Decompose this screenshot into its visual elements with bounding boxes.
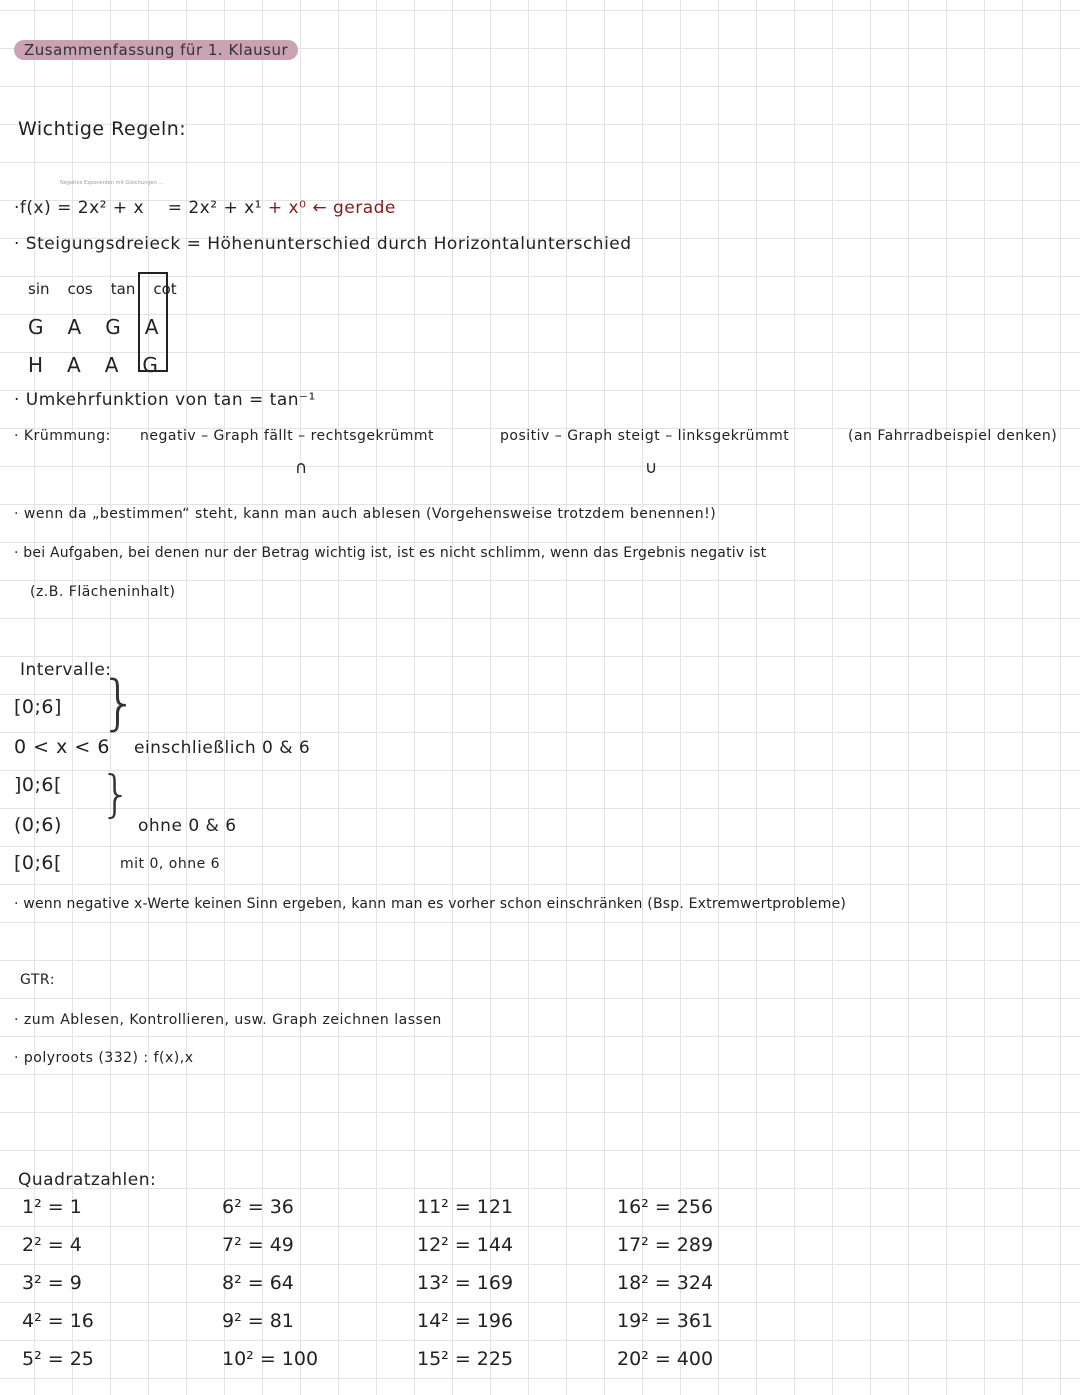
kruemmung-positive: positiv – Graph steigt – linksgekrümmt [500,428,790,444]
trig-header: cot [153,280,177,298]
square-entry: 7² = 49 [222,1234,294,1256]
page-title: Zusammenfassung für 1. Klausur [14,40,298,60]
square-entry: 10² = 100 [222,1348,319,1370]
square-entry: 6² = 36 [222,1196,294,1218]
function-middle: = 2x² + x¹ [167,198,262,218]
interval-item: (0;6) [14,814,62,836]
brace-icon: } [100,668,139,738]
umkehrfunktion: · Umkehrfunktion von tan = tan⁻¹ [14,390,316,410]
interval-inclusive: einschließlich 0 & 6 [134,738,311,758]
trig-cell: A [67,353,81,377]
trig-cell: A [104,353,119,377]
steigungsdreieck: · Steigungsdreieck = Höhenunterschied durch Horizontalunterschied [14,234,632,254]
gtr-heading: GTR: [20,972,55,988]
square-entry: 12² = 144 [417,1234,514,1256]
cap-symbol: ∩ [295,458,308,478]
function-left: ·f(x) = 2x² + x [14,198,145,218]
trig-cell: G [105,315,121,339]
trig-header: tan [110,280,136,298]
trig-header: sin [28,280,50,298]
square-entry: 17² = 289 [617,1234,714,1256]
cot-bracket [138,272,168,372]
betrag-note: · bei Aufgaben, bei denen nur der Betrag wichtig ist, ist es nicht schlimm, wenn das Ergebnis negativ ist [14,545,767,561]
trig-cell: A [67,315,82,339]
square-entry: 14² = 196 [417,1310,514,1332]
betrag-example: (z.B. Flächeninhalt) [30,584,176,600]
square-entry: 11² = 121 [417,1196,514,1218]
square-entry: 4² = 16 [22,1310,94,1332]
intervalle-heading: Intervalle: [20,660,112,680]
trig-cell: A [144,315,159,339]
negative-x-note: · wenn negative x-Werte keinen Sinn ergeben, kann man es vorher schon einschränken (Bsp. Extremwertprobleme) [14,896,847,912]
quadrat-heading: Quadratzahlen: [18,1170,157,1190]
interval-item: 0 < x < 6 [14,736,110,758]
bestimmen-note: · wenn da „bestimmen“ steht, kann man auch ablesen (Vorgehensweise trotzdem benennen!) [14,506,717,522]
interval-exclusive: ohne 0 & 6 [138,816,237,836]
cup-symbol: ∪ [645,458,658,478]
gtr-line-1: · zum Ablesen, Kontrollieren, usw. Graph zeichnen lassen [14,1012,442,1028]
square-entry: 8² = 64 [222,1272,294,1294]
square-entry: 15² = 225 [417,1348,514,1370]
trig-cell: G [28,315,44,339]
square-entry: 19² = 361 [617,1310,714,1332]
square-entry: 18² = 324 [617,1272,714,1294]
gtr-line-2: · polyroots (332) : f(x),x [14,1050,194,1066]
interval-item: ]0;6[ [14,774,62,796]
kruemmung-note: (an Fahrradbeispiel denken) [848,428,1058,444]
square-entry: 1² = 1 [22,1196,82,1218]
square-entry: 13² = 169 [417,1272,514,1294]
square-entry: 3² = 9 [22,1272,82,1294]
brace-icon: } [100,765,132,823]
square-entry: 16² = 256 [617,1196,714,1218]
function-red-note: + x⁰ ← gerade [267,198,396,218]
interval-half-open: mit 0, ohne 6 [120,856,221,872]
quadrat-table [22,1196,817,1376]
function-line [14,198,396,218]
trig-header: cos [67,280,93,298]
trig-cell: G [142,353,158,377]
interval-item: [0;6[ [14,852,62,874]
square-entry: 5² = 25 [22,1348,94,1370]
square-entry: 2² = 4 [22,1234,82,1256]
rules-heading: Wichtige Regeln: [18,118,187,140]
square-entry: 20² = 400 [617,1348,714,1370]
square-entry: 9² = 81 [222,1310,294,1332]
interval-item: [0;6] [14,696,62,718]
kruemmung-label: · Krümmung: [14,428,111,444]
tiny-note: Negative Exponenten mit Gleichungen ... [60,180,164,186]
trig-cell: H [28,353,44,377]
kruemmung-negative: negativ – Graph fällt – rechtsgekrümmt [140,428,435,444]
